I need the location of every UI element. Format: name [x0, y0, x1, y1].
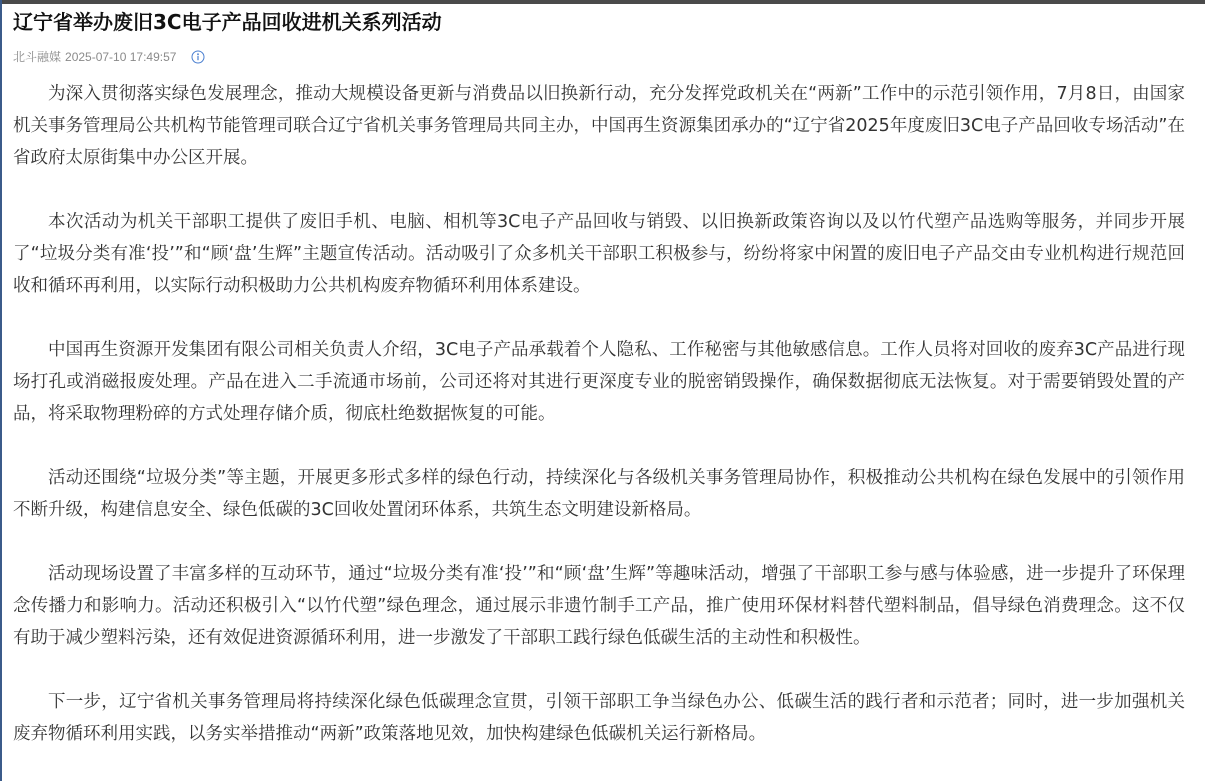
article-paragraph: 中国再生资源开发集团有限公司相关负责人介绍，3C电子产品承载着个人隐私、工作秘密与其他敏感信息。工作人员将对回收的废弃3C产品进行现场打孔或消磁报废处理。产品在进入二手流通市场前，公司还将对其进行更深度专业的脱密销毁操作，确保数据彻底无法恢复。对于需要销毁处置的产品，将采取物理粉碎的方式处理存储介质，彻底杜绝数据恢复的可能。 [13, 340, 1185, 424]
article [13, 4, 1185, 782]
article-paragraph: 活动现场设置了丰富多样的互动环节，通过“垃圾分类有准‘投’”和“顾‘盘’生辉”等趣味活动，增强了干部职工参与感与体验感，进一步提升了环保理念传播力和影响力。活动还积极引入“以竹代塑”绿色理念，通过展示非遗竹制手工产品，推广使用环保材料替代塑料制品，倡导绿色消费理念。这不仅有助于减少塑料污染，还有效促进资源循环利用，进一步激发了干部职工践行绿色低碳生活的主动性和积极性。 [13, 564, 1185, 648]
article-timestamp: 2025-07-10 17:49:57 [65, 50, 177, 64]
article-body [13, 78, 1185, 750]
info-icon[interactable] [191, 50, 205, 64]
article-paragraph: 活动还围绕“垃圾分类”等主题，开展更多形式多样的绿色行动，持续深化与各级机关事务管理局协作，积极推动公共机构在绿色发展中的引领作用不断升级，构建信息安全、绿色低碳的3C回收处置闭环体系，共筑生态文明建设新格局。 [13, 468, 1185, 520]
article-title: 辽宁省举办废旧3C电子产品回收进机关系列活动 [13, 10, 442, 34]
article-paragraph: 本次活动为机关干部职工提供了废旧手机、电脑、相机等3C电子产品回收与销毁、以旧换新政策咨询以及以竹代塑产品选购等服务，并同步开展了“垃圾分类有准‘投’”和“顾‘盘’生辉”主题宣传活动。活动吸引了众多机关干部职工积极参与，纷纷将家中闲置的废旧电子产品交由专业机构进行规范回收和循环再利用，以实际行动积极助力公共机构废弃物循环利用体系建设。 [13, 212, 1185, 296]
article-source: 北斗融媒 [13, 50, 62, 64]
article-meta [13, 49, 1185, 65]
article-paragraph: 为深入贯彻落实绿色发展理念，推动大规模设备更新与消费品以旧换新行动，充分发挥党政机关在“两新”工作中的示范引领作用，7月8日，由国家机关事务管理局公共机构节能管理司联合辽宁省机关事务管理局共同主办，中国再生资源集团承办的“辽宁省2025年度废旧3C电子产品回收专场活动”在省政府太原街集中办公区开展。 [13, 84, 1185, 168]
article-paragraph: 下一步，辽宁省机关事务管理局将持续深化绿色低碳理念宣贯，引领干部职工争当绿色办公、低碳生活的践行者和示范者；同时，进一步加强机关废弃物循环利用实践，以务实举措推动“两新”政策落地见效，加快构建绿色低碳机关运行新格局。 [13, 692, 1185, 744]
left-border [0, 0, 2, 781]
